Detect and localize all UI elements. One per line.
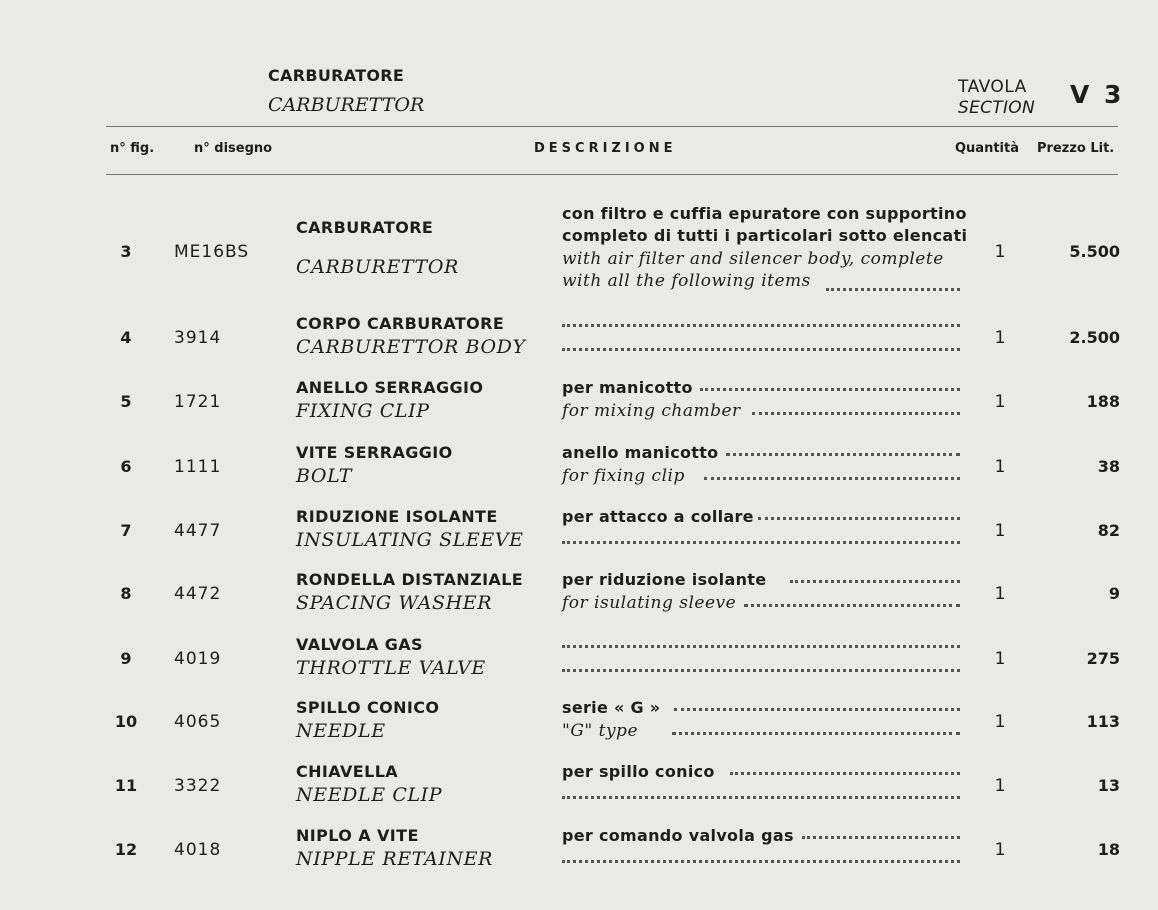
desc-en-line: "G" type — [562, 721, 639, 741]
drawing-number: 4019 — [174, 649, 222, 669]
dot-leader — [562, 860, 960, 863]
part-name-en: NIPPLE RETAINER — [296, 848, 494, 870]
part-name-en: SPACING WASHER — [296, 592, 493, 614]
desc-en-line: with air filter and silencer body, complete — [562, 249, 944, 269]
dot-leader — [562, 324, 960, 327]
drawing-number: 4477 — [174, 521, 222, 541]
dot-leader — [562, 796, 960, 799]
quantity: 1 — [994, 521, 1006, 541]
desc-it-line: per comando valvola gas — [562, 826, 794, 845]
desc-it-line: per attacco a collare — [562, 507, 754, 526]
drawing-number: 3914 — [174, 328, 222, 348]
part-name-en: FIXING CLIP — [296, 400, 430, 422]
fig-number: 8 — [120, 584, 132, 603]
table-row — [0, 820, 1158, 884]
table-row — [0, 308, 1158, 372]
part-name-it: CARBURATORE — [296, 218, 434, 237]
quantity: 1 — [994, 584, 1006, 604]
column-header-description: DESCRIZIONE — [534, 141, 677, 156]
quantity: 1 — [994, 649, 1006, 669]
desc-it-line: per riduzione isolante — [562, 570, 767, 589]
price: 113 — [1086, 712, 1120, 731]
desc-en-line: for isulating sleeve — [562, 593, 737, 613]
table-row — [0, 501, 1158, 565]
price: 38 — [1097, 457, 1120, 476]
part-name-it: NIPLO A VITE — [296, 826, 419, 845]
drawing-number: 1721 — [174, 392, 222, 412]
part-name-en: NEEDLE — [296, 720, 386, 742]
dot-leader — [826, 288, 960, 291]
dot-leader — [672, 732, 960, 735]
quantity: 1 — [994, 392, 1006, 412]
dot-leader — [700, 388, 960, 391]
dot-leader — [802, 836, 960, 839]
fig-number: 6 — [120, 457, 132, 476]
header-rule-top — [106, 126, 1118, 127]
fig-number: 5 — [120, 392, 132, 411]
part-name-en: NEEDLE CLIP — [296, 784, 443, 806]
column-header-quantity: Quantità — [955, 141, 1019, 156]
part-name-en: THROTTLE VALVE — [296, 657, 486, 679]
section-code: V 3 — [1070, 80, 1125, 109]
table-row — [0, 692, 1158, 756]
column-header-fig: n° fig. — [110, 141, 155, 156]
quantity: 1 — [994, 776, 1006, 796]
drawing-number: 4018 — [174, 840, 222, 860]
price: 5.500 — [1069, 242, 1120, 261]
fig-number: 7 — [120, 521, 132, 540]
dot-leader — [752, 412, 960, 415]
part-name-it: VALVOLA GAS — [296, 635, 423, 654]
price: 18 — [1097, 840, 1120, 859]
part-name-en: CARBURETTOR BODY — [296, 336, 526, 358]
price: 188 — [1086, 392, 1120, 411]
table-row — [0, 756, 1158, 820]
price: 9 — [1108, 584, 1120, 603]
table-row — [0, 437, 1158, 501]
dot-leader — [730, 772, 960, 775]
price: 13 — [1097, 776, 1120, 795]
quantity: 1 — [994, 242, 1006, 262]
part-name-it: ANELLO SERRAGGIO — [296, 378, 484, 397]
drawing-number: 4065 — [174, 712, 222, 732]
dot-leader — [562, 645, 960, 648]
fig-number: 9 — [120, 649, 132, 668]
desc-it-line: per manicotto — [562, 378, 693, 397]
table-row — [0, 629, 1158, 693]
price: 275 — [1086, 649, 1120, 668]
drawing-number: ME16BS — [174, 242, 250, 262]
quantity: 1 — [994, 328, 1006, 348]
fig-number: 10 — [114, 712, 138, 731]
dot-leader — [674, 708, 960, 711]
desc-it-line: anello manicotto — [562, 443, 719, 462]
desc-en-line: with all the following items — [562, 271, 811, 291]
column-header-price: Prezzo Lit. — [1037, 141, 1115, 156]
dot-leader — [562, 541, 960, 544]
quantity: 1 — [994, 712, 1006, 732]
part-name-en: INSULATING SLEEVE — [296, 529, 524, 551]
part-name-it: RONDELLA DISTANZIALE — [296, 570, 524, 589]
page-subtitle: CARBURETTOR — [268, 94, 425, 116]
table-row — [0, 200, 1158, 300]
drawing-number: 4472 — [174, 584, 222, 604]
header-rule-bottom — [106, 174, 1118, 175]
part-name-it: VITE SERRAGGIO — [296, 443, 453, 462]
table-row — [0, 372, 1158, 436]
column-header-drawing: n° disegno — [194, 141, 273, 156]
fig-number: 4 — [120, 328, 132, 347]
part-name-en: BOLT — [296, 465, 353, 487]
dot-leader — [726, 453, 960, 456]
desc-it-line: con filtro e cuffia epuratore con supportino — [562, 204, 967, 223]
page-title: CARBURATORE — [268, 66, 405, 85]
drawing-number: 1111 — [174, 457, 222, 477]
fig-number: 11 — [114, 776, 138, 795]
dot-leader — [562, 348, 960, 351]
part-name-it: SPILLO CONICO — [296, 698, 440, 717]
dot-leader — [704, 477, 960, 480]
dot-leader — [562, 669, 960, 672]
desc-en-line: for mixing chamber — [562, 401, 741, 421]
price: 2.500 — [1069, 328, 1120, 347]
price: 82 — [1097, 521, 1120, 540]
desc-en-line: for fixing clip — [562, 466, 685, 486]
fig-number: 12 — [114, 840, 138, 859]
desc-it-line: completo di tutti i particolari sotto elencati — [562, 226, 968, 245]
quantity: 1 — [994, 457, 1006, 477]
section-label: SECTION — [958, 98, 1035, 118]
quantity: 1 — [994, 840, 1006, 860]
dot-leader — [758, 517, 960, 520]
desc-it-line: per spillo conico — [562, 762, 715, 781]
part-name-it: RIDUZIONE ISOLANTE — [296, 507, 498, 526]
tavola-label: TAVOLA — [958, 77, 1027, 97]
table-row — [0, 564, 1158, 628]
drawing-number: 3322 — [174, 776, 222, 796]
dot-leader — [790, 580, 960, 583]
fig-number: 3 — [120, 242, 132, 261]
part-name-it: CORPO CARBURATORE — [296, 314, 505, 333]
part-name-it: CHIAVELLA — [296, 762, 399, 781]
part-name-en: CARBURETTOR — [296, 256, 459, 278]
desc-it-line: serie « G » — [562, 698, 661, 717]
dot-leader — [744, 604, 960, 607]
